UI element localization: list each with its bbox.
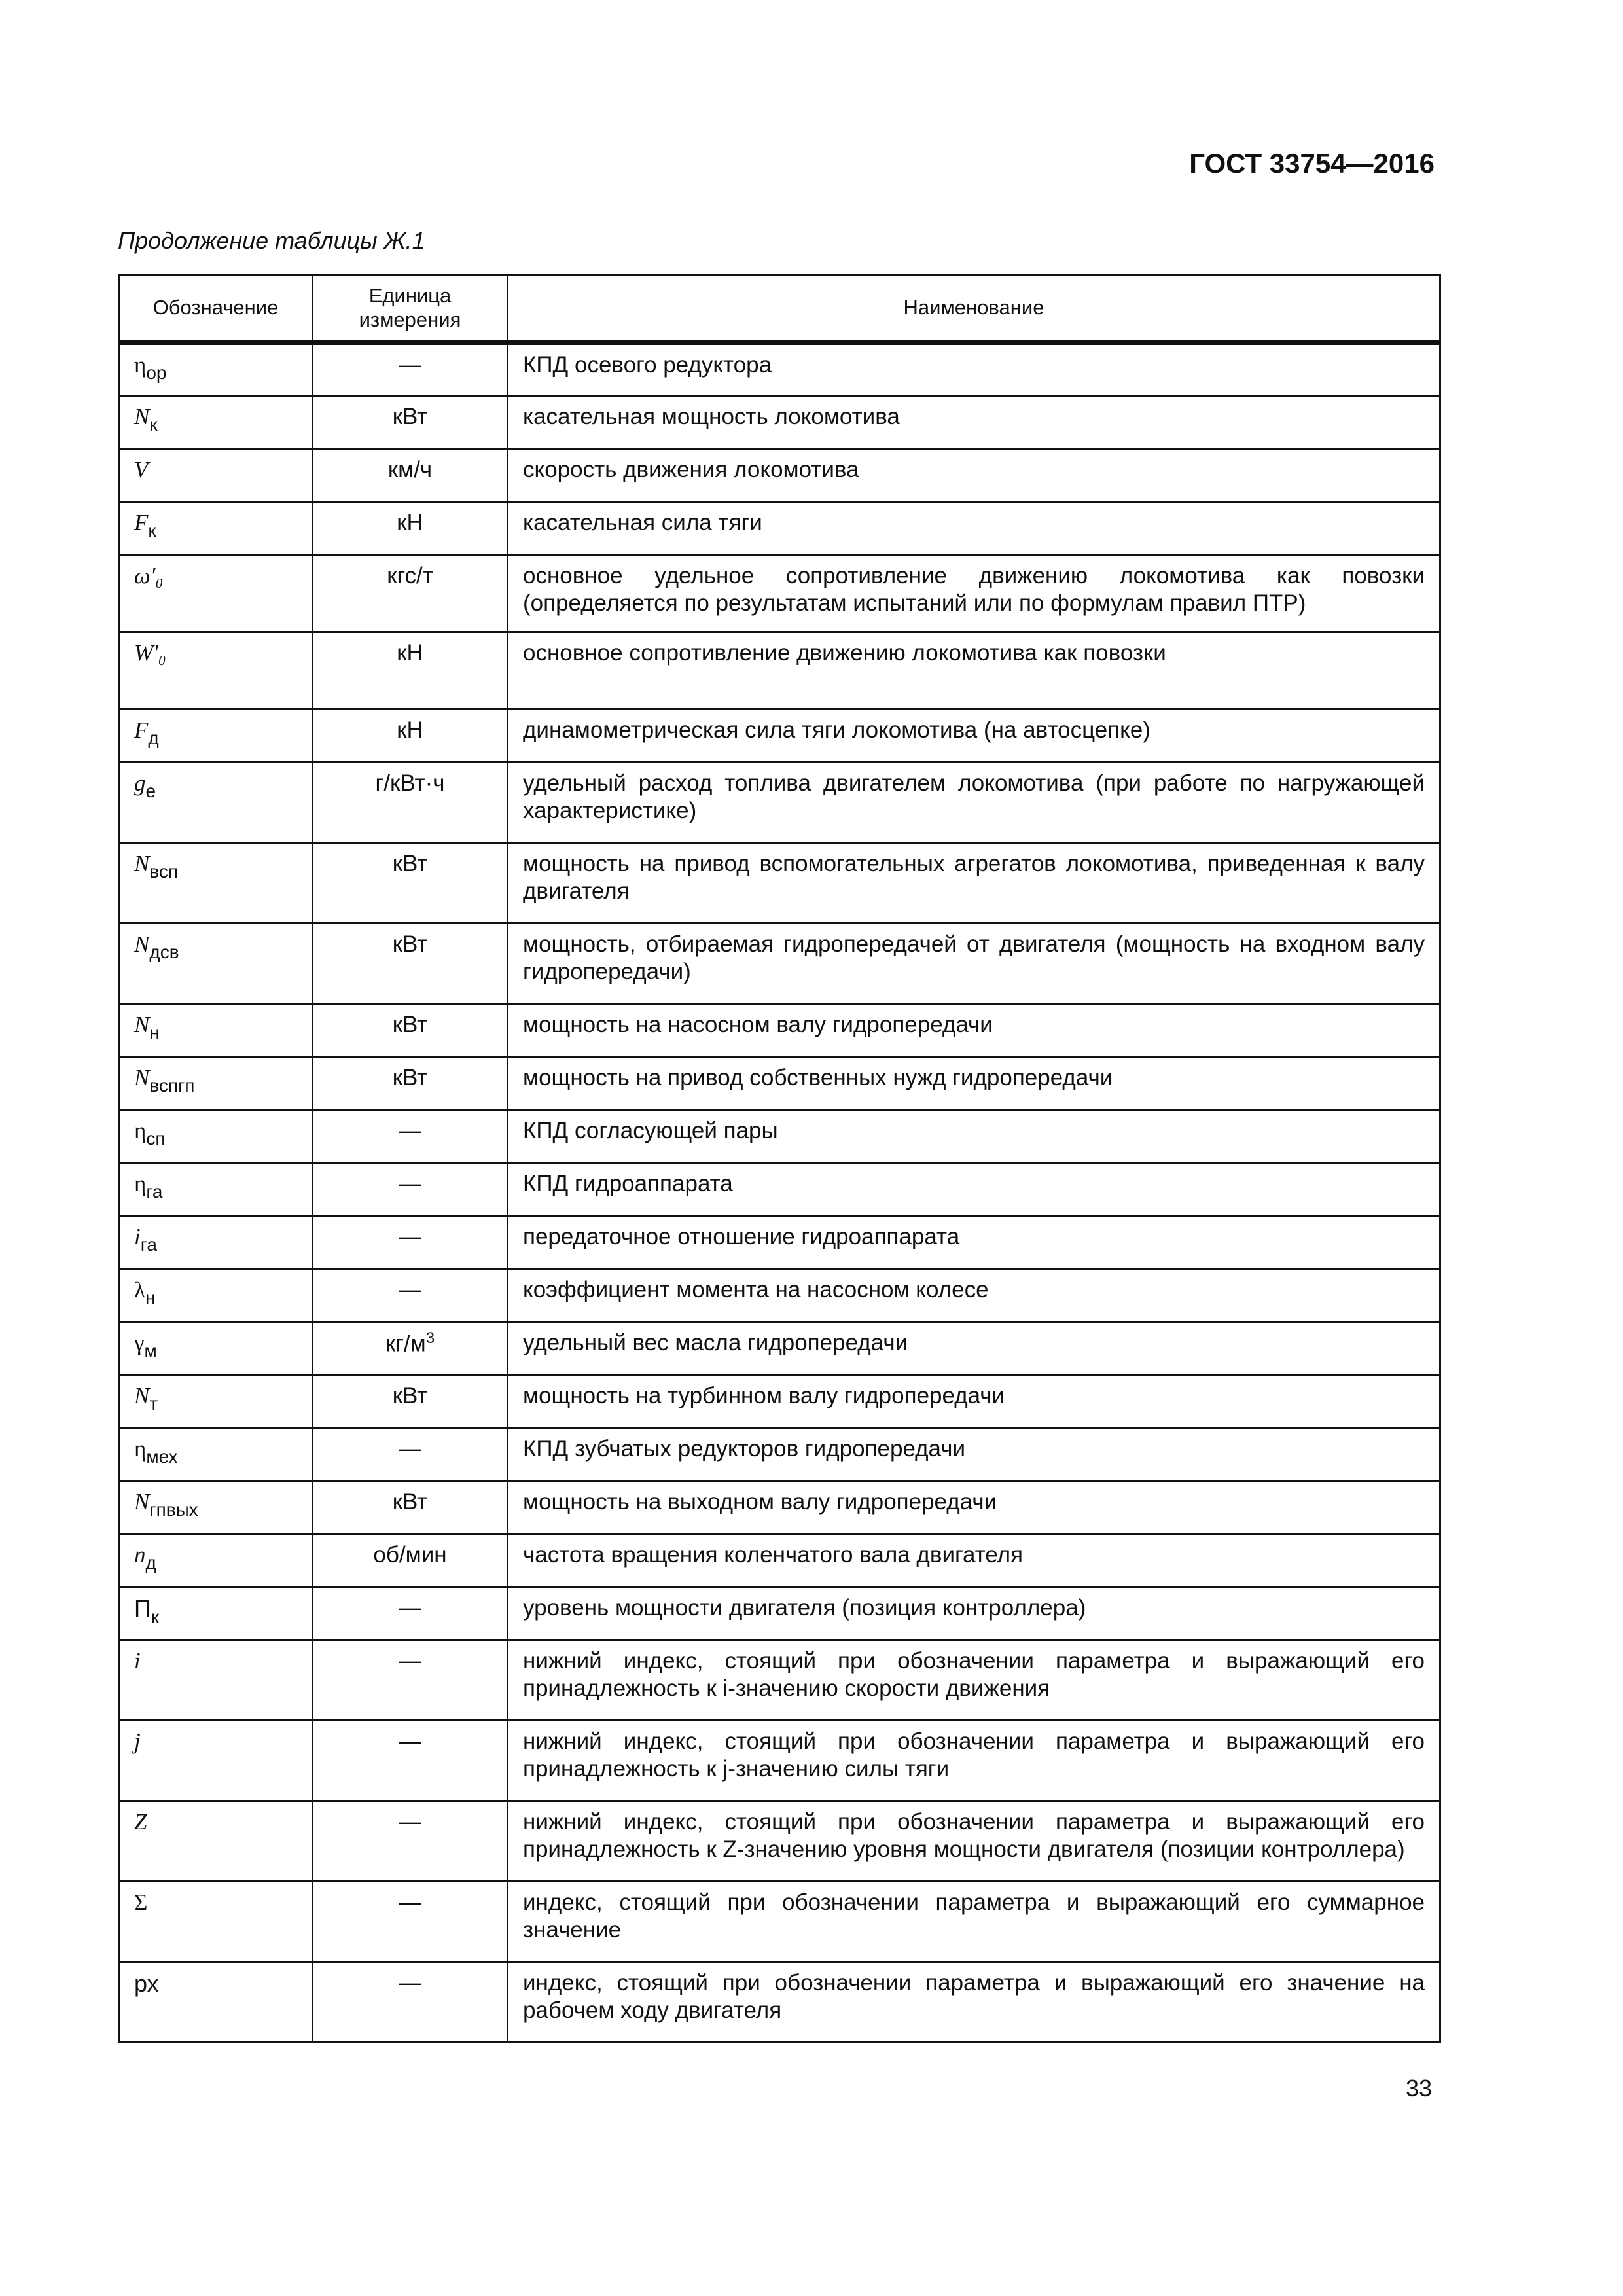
unit-cell: —	[313, 1215, 508, 1268]
symbol-cell: Σ	[119, 1881, 313, 1962]
table-row	[119, 501, 1440, 554]
name-cell: касательная сила тяги	[508, 501, 1440, 554]
symbol-cell: ω′₀	[119, 554, 313, 632]
table-row	[119, 709, 1440, 762]
symbol-cell: V	[119, 448, 313, 501]
name-cell: нижний индекс, стоящий при обозначении параметра и выражающий его принадлежность к Z-значению уровня мощности двигателя (позиции контроллера)	[508, 1801, 1440, 1881]
name-cell: КПД осевого редуктора	[508, 342, 1440, 395]
name-cell: КПД согласующей пары	[508, 1109, 1440, 1162]
symbol-cell: $F_к$	[119, 501, 313, 554]
table-row	[119, 1962, 1440, 2042]
table-row	[119, 1587, 1440, 1640]
table-header-row	[119, 275, 1440, 343]
name-cell: мощность на привод собственных нужд гидропередачи	[508, 1056, 1440, 1109]
table-row	[119, 1640, 1440, 1720]
name-cell: основное удельное сопротивление движению локомотива как повозки (определяется по результатам испытаний или по формулам правил ПТР)	[508, 554, 1440, 632]
name-cell: передаточное отношение гидроаппарата	[508, 1215, 1440, 1268]
symbol-cell: $N_{гпвых}$	[119, 1480, 313, 1534]
unit-cell: —	[313, 342, 508, 395]
name-cell: удельный вес масла гидропередачи	[508, 1321, 1440, 1374]
unit-cell: —	[313, 1587, 508, 1640]
table-row	[119, 1480, 1440, 1534]
name-cell: КПД гидроаппарата	[508, 1162, 1440, 1215]
symbol-cell: $i_{га}$	[119, 1215, 313, 1268]
symbol-cell: W′₀	[119, 632, 313, 709]
symbols-table	[118, 274, 1441, 2043]
header-symbol: Обозначение	[119, 275, 313, 343]
symbol-cell: $N_{вспгп}$	[119, 1056, 313, 1109]
unit-cell: кН	[313, 709, 508, 762]
name-cell: мощность на насосном валу гидропередачи	[508, 1003, 1440, 1056]
name-cell: нижний индекс, стоящий при обозначении параметра и выражающий его принадлежность к j-значению силы тяги	[508, 1720, 1440, 1801]
unit-cell: —	[313, 1962, 508, 2042]
table-row	[119, 923, 1440, 1003]
symbol-cell: $П_к$	[119, 1587, 313, 1640]
unit-cell: г/кВт·ч	[313, 762, 508, 842]
symbol-cell: $N_{дсв}$	[119, 923, 313, 1003]
unit-cell: —	[313, 1881, 508, 1962]
table-row	[119, 1003, 1440, 1056]
unit-cell: кВт	[313, 395, 508, 448]
name-cell: уровень мощности двигателя (позиция контроллера)	[508, 1587, 1440, 1640]
table-row	[119, 1162, 1440, 1215]
symbol-cell: i	[119, 1640, 313, 1720]
header-unit: Единица измерения	[313, 275, 508, 343]
table-row	[119, 1215, 1440, 1268]
name-cell: индекс, стоящий при обозначении параметра и выражающий его значение на рабочем ходу двигателя	[508, 1962, 1440, 2042]
name-cell: индекс, стоящий при обозначении параметра и выражающий его суммарное значение	[508, 1881, 1440, 1962]
table-row	[119, 342, 1440, 395]
unit-cell: об/мин	[313, 1534, 508, 1587]
name-cell: частота вращения коленчатого вала двигателя	[508, 1534, 1440, 1587]
symbol-cell: $\eta_{сп}$	[119, 1109, 313, 1162]
symbol-cell: $n_д$	[119, 1534, 313, 1587]
symbol-cell: $F_д$	[119, 709, 313, 762]
table-row	[119, 395, 1440, 448]
table-caption: Продолжение таблицы Ж.1	[118, 227, 425, 254]
symbol-cell: Z	[119, 1801, 313, 1881]
symbol-cell: $\gamma_м$	[119, 1321, 313, 1374]
unit-cell: кВт	[313, 1374, 508, 1427]
unit-cell: —	[313, 1720, 508, 1801]
header-name: Наименование	[508, 275, 1440, 343]
table-row	[119, 762, 1440, 842]
symbol-cell: $N_т$	[119, 1374, 313, 1427]
symbol-cell: $\eta_{мех}$	[119, 1427, 313, 1480]
unit-cell: км/ч	[313, 448, 508, 501]
symbol-cell: $N_к$	[119, 395, 313, 448]
name-cell: мощность, отбираемая гидропередачей от двигателя (мощность на входном валу гидропередачи)	[508, 923, 1440, 1003]
table-row	[119, 1534, 1440, 1587]
name-cell: мощность на выходном валу гидропередачи	[508, 1480, 1440, 1534]
unit-cell: —	[313, 1268, 508, 1321]
symbol-cell: $\eta_{ор}$	[119, 342, 313, 395]
unit-cell: —	[313, 1427, 508, 1480]
name-cell: скорость движения локомотива	[508, 448, 1440, 501]
symbol-cell: $\lambda_н$	[119, 1268, 313, 1321]
document-standard-number: ГОСТ 33754—2016	[1189, 148, 1435, 179]
table-row	[119, 1427, 1440, 1480]
name-cell: нижний индекс, стоящий при обозначении параметра и выражающий его принадлежность к i-значению скорости движения	[508, 1640, 1440, 1720]
symbol-cell: рх	[119, 1962, 313, 2042]
name-cell: динамометрическая сила тяги локомотива (на автосцепке)	[508, 709, 1440, 762]
table-row	[119, 1321, 1440, 1374]
table-row	[119, 448, 1440, 501]
table-row	[119, 1374, 1440, 1427]
table-row	[119, 1268, 1440, 1321]
table-row	[119, 554, 1440, 632]
table-row	[119, 632, 1440, 709]
unit-cell: кН	[313, 501, 508, 554]
unit-cell: $кг/м^3$	[313, 1321, 508, 1374]
name-cell: удельный расход топлива двигателем локомотива (при работе по нагружающей характеристике)	[508, 762, 1440, 842]
unit-cell: кВт	[313, 1480, 508, 1534]
symbol-cell: $N_н$	[119, 1003, 313, 1056]
table-row	[119, 1881, 1440, 1962]
name-cell: мощность на турбинном валу гидропередачи	[508, 1374, 1440, 1427]
symbol-cell: $N_{всп}$	[119, 842, 313, 923]
symbol-cell: j	[119, 1720, 313, 1801]
name-cell: основное сопротивление движению локомотива как повозки	[508, 632, 1440, 709]
symbol-cell: $\eta_{га}$	[119, 1162, 313, 1215]
unit-cell: —	[313, 1640, 508, 1720]
unit-cell: кВт	[313, 923, 508, 1003]
name-cell: коэффициент момента на насосном колесе	[508, 1268, 1440, 1321]
unit-cell: кгс/т	[313, 554, 508, 632]
table-row	[119, 1109, 1440, 1162]
unit-cell: кВт	[313, 842, 508, 923]
unit-cell: кВт	[313, 1003, 508, 1056]
name-cell: КПД зубчатых редукторов гидропередачи	[508, 1427, 1440, 1480]
table-row	[119, 1056, 1440, 1109]
unit-cell: кН	[313, 632, 508, 709]
name-cell: касательная мощность локомотива	[508, 395, 1440, 448]
symbol-cell: $g_е$	[119, 762, 313, 842]
unit-cell: кВт	[313, 1056, 508, 1109]
table-row	[119, 1720, 1440, 1801]
unit-cell: —	[313, 1801, 508, 1881]
unit-cell: —	[313, 1162, 508, 1215]
page-number: 33	[1405, 2075, 1432, 2102]
unit-cell: —	[313, 1109, 508, 1162]
name-cell: мощность на привод вспомогательных агрегатов локомотива, приведенная к валу двигателя	[508, 842, 1440, 923]
table-row	[119, 842, 1440, 923]
table-row	[119, 1801, 1440, 1881]
